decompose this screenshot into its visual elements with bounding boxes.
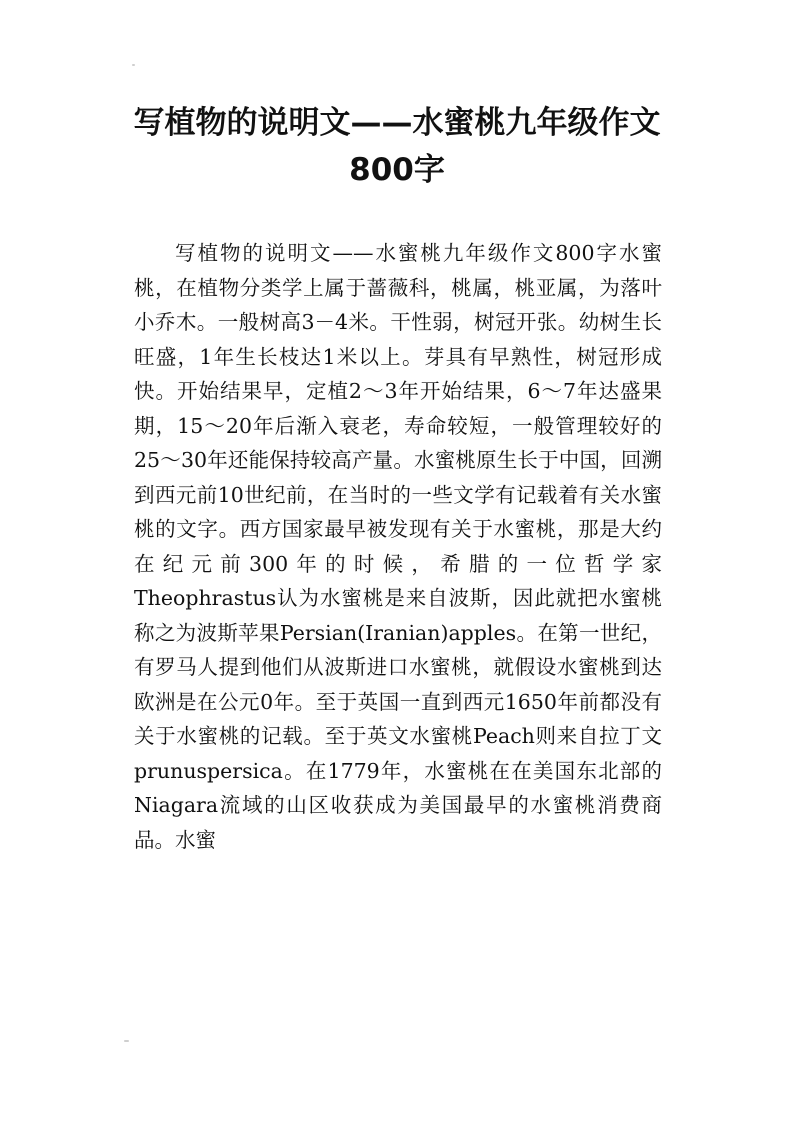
document-body bbox=[134, 236, 662, 857]
body-paragraph: 写植物的说明文——水蜜桃九年级作文800字水蜜桃，在植物分类学上属于蔷薇科，桃属，桃亚属，为落叶小乔木。一般树高3－4米。干性弱，树冠开张。幼树生长旺盛，1年生长枝达1米以上。芽具有早熟性，树冠形成快。开始结果早，定植2～3年开始结果，6～7年达盛果期，15～20年后渐入衰老，寿命较短，一般管理较好的25～30年还能保持较高产量。水蜜桃原生长于中国，回溯到西元前10世纪前，在当时的一些文学有记载着有关水蜜桃的文字。西方国家最早被发现有关于水蜜桃，那是大约在纪元前300年的时候，希腊的一位哲学家Theophrastus认为水蜜桃是来自波斯，因此就把水蜜桃称之为波斯苹果Persian(Iranian)apples。在第一世纪，有罗马人提到他们从波斯进口水蜜桃，就假设水蜜桃到达欧洲是在公元0年。至于英国一直到西元1650年前都没有关于水蜜桃的记载。至于英文水蜜桃Peach则来自拉丁文prunuspersica。在1779年，水蜜桃在在美国东北部的Niagara流域的山区收获成为美国最早的水蜜桃消费商品。水蜜 bbox=[134, 241, 662, 852]
scan-speck bbox=[132, 64, 135, 66]
document-title: 写植物的说明文——水蜜桃九年级作文800字 bbox=[133, 105, 661, 188]
scan-speck bbox=[124, 1040, 129, 1042]
